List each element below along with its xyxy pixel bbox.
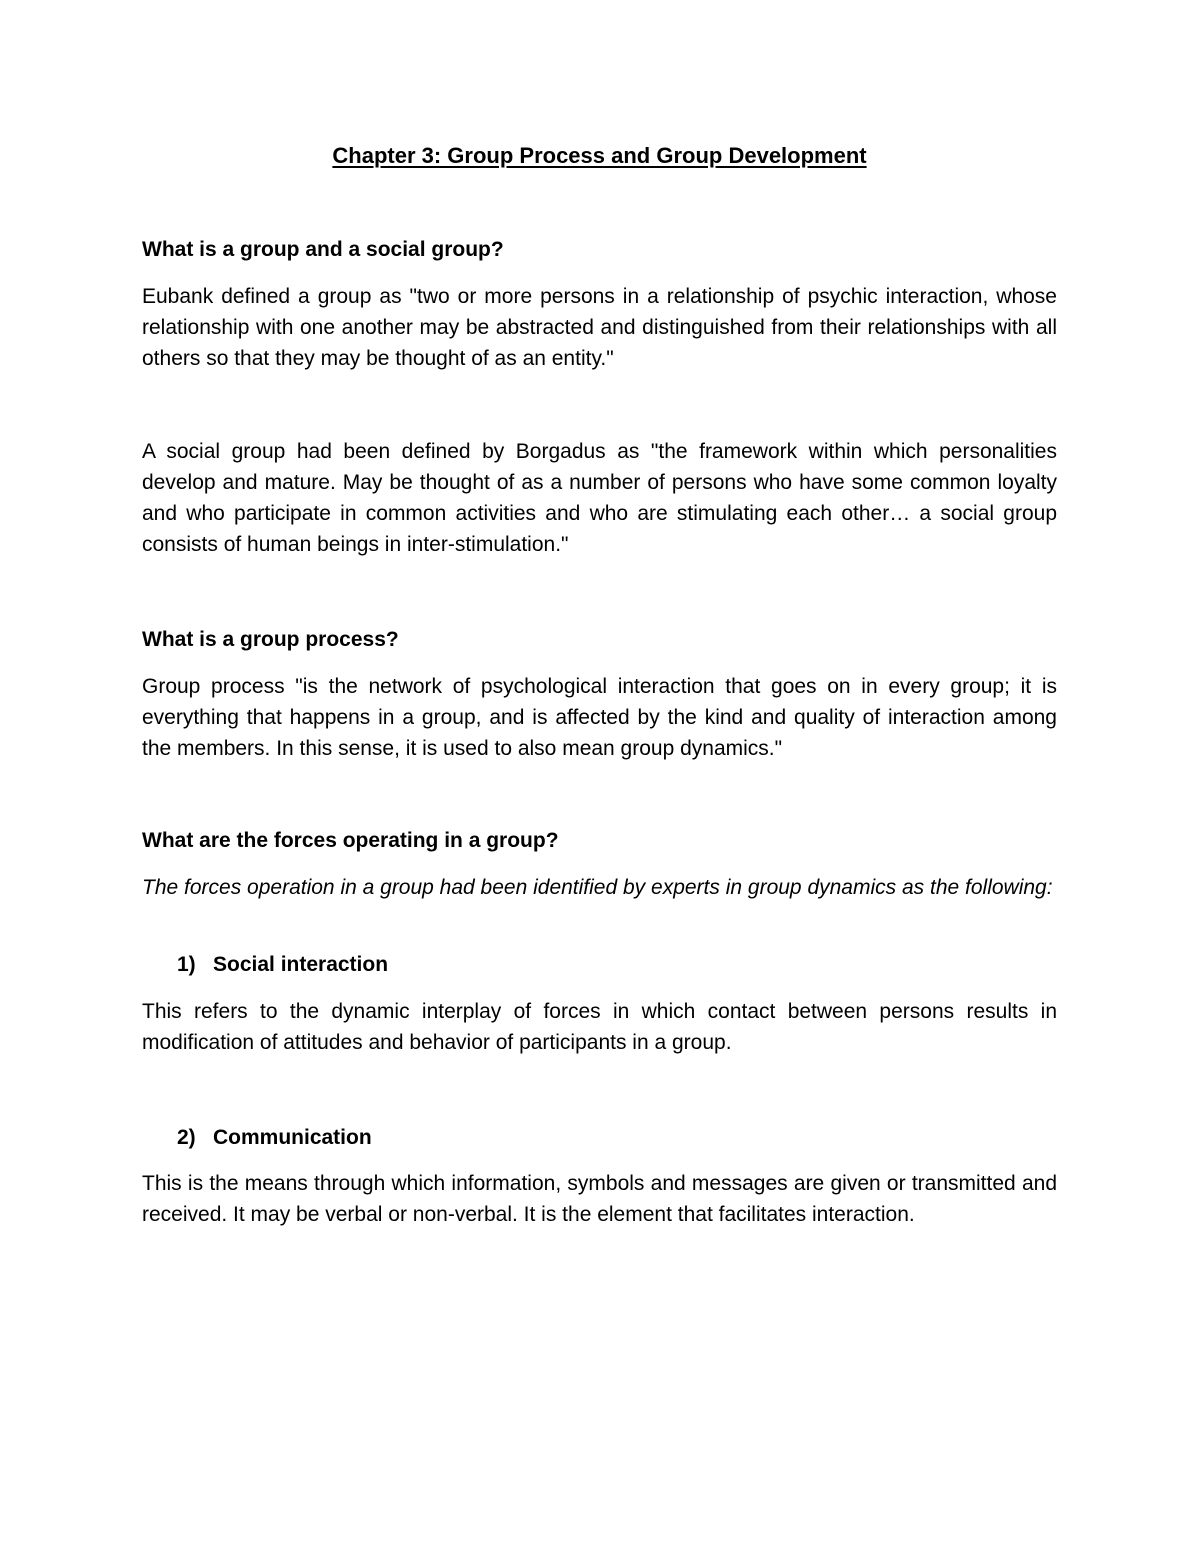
list-item-heading-communication	[177, 1122, 1057, 1153]
paragraph-borgadus-definition: A social group had been defined by Borgadus as "the framework within which personalities develop and mature. May be thought of as a number of persons who have some common loyalty and who participate in common activities and who are stimulating each other… a social group consists of human beings in inter-stimulation."	[142, 440, 1057, 556]
section-heading-group-definition: What is a group and a social group?	[142, 238, 504, 261]
list-item-title: Social interaction	[213, 953, 389, 976]
list-item-heading-social-interaction	[177, 949, 1057, 980]
list-item-title: Communication	[213, 1126, 372, 1149]
page-title: Chapter 3: Group Process and Group Development	[332, 143, 867, 168]
paragraph-communication: This is the means through which information, symbols and messages are given or transmitted and received. It may be verbal or non-verbal. It is the element that facilitates interaction.	[142, 1172, 1057, 1226]
section-heading-group-process: What is a group process?	[142, 628, 399, 651]
section-heading-group-forces: What are the forces operating in a group?	[142, 829, 559, 852]
paragraph-social-interaction: This refers to the dynamic interplay of forces in which contact between persons results in modification of attitudes and behavior of participants in a group.	[142, 1000, 1057, 1054]
list-item-number: 2)	[177, 1126, 196, 1149]
paragraph-forces-intro: The forces operation in a group had been identified by experts in group dynamics as the following:	[142, 876, 1053, 899]
list-item-number: 1)	[177, 953, 196, 976]
paragraph-eubank-definition: Eubank defined a group as "two or more persons in a relationship of psychic interaction, whose relationship with one another may be abstracted and distinguished from their relationships with all others so that they may be thought of as an entity."	[142, 285, 1057, 370]
paragraph-group-process-definition: Group process "is the network of psychological interaction that goes on in every group; it is everything that happens in a group, and is affected by the kind and quality of interaction among the members. In this sense, it is used to also mean group dynamics."	[142, 675, 1057, 760]
